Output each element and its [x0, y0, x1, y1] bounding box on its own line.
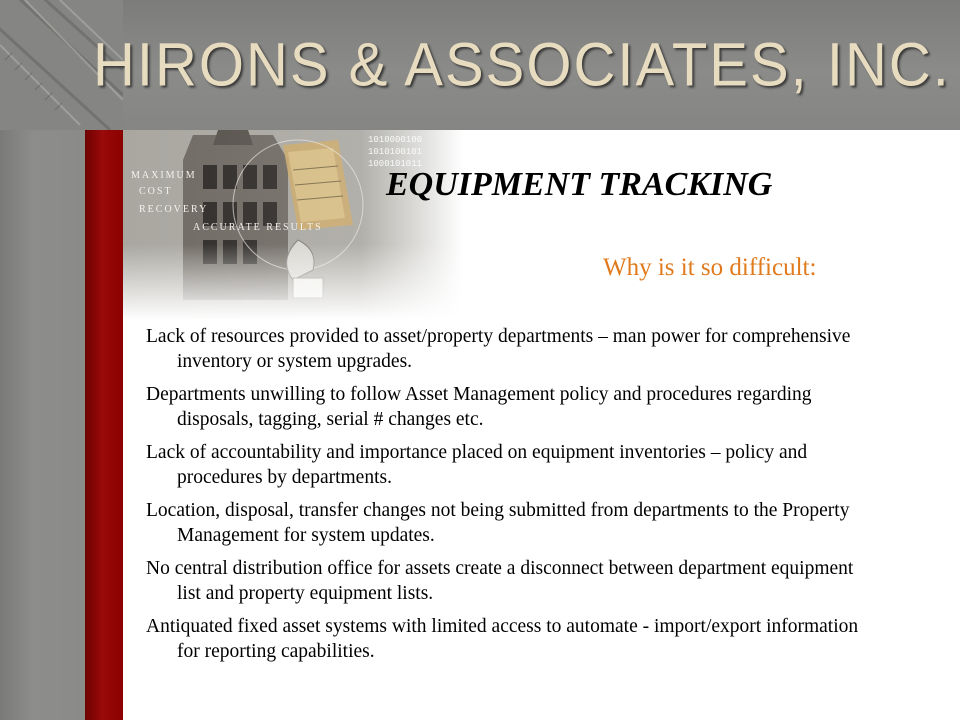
binary-line: 1010000100	[368, 135, 423, 145]
bullet-item: Departments unwilling to follow Asset Management policy and procedures regarding disposals, tagging, serial # changes etc.	[146, 384, 812, 430]
bullet-item: No central distribution office for assets create a disconnect between department equipment list and property equipment lists.	[146, 558, 854, 604]
company-name: HIRONS & ASSOCIATES, INC.	[93, 31, 951, 100]
motto-line: MAXIMUM	[131, 170, 197, 181]
bullet-item: Lack of resources provided to asset/property departments – man power for comprehensive inventory or system upgrades.	[146, 326, 851, 372]
binary-line: 1000101011	[368, 159, 423, 169]
building-collage-image	[123, 130, 463, 320]
motto-line: ACCURATE RESULTS	[193, 222, 323, 233]
bullet-list	[146, 324, 881, 672]
slide-title: EQUIPMENT TRACKING	[386, 166, 773, 203]
motto-line: COST	[139, 186, 173, 197]
bullet-item: Lack of accountability and importance placed on equipment inventories – policy and procedures by departments.	[146, 442, 808, 488]
bullet-item: Location, disposal, transfer changes not being submitted from departments to the Property Management for system updates.	[146, 500, 850, 546]
motto-line: RECOVERY	[139, 204, 209, 215]
header-band	[93, 0, 960, 130]
slide-subtitle: Why is it so difficult:	[603, 254, 817, 281]
binary-line: 1010100101	[368, 147, 423, 157]
bullet-item: Antiquated fixed asset systems with limited access to automate - import/export information for reporting capabilities.	[146, 616, 859, 662]
